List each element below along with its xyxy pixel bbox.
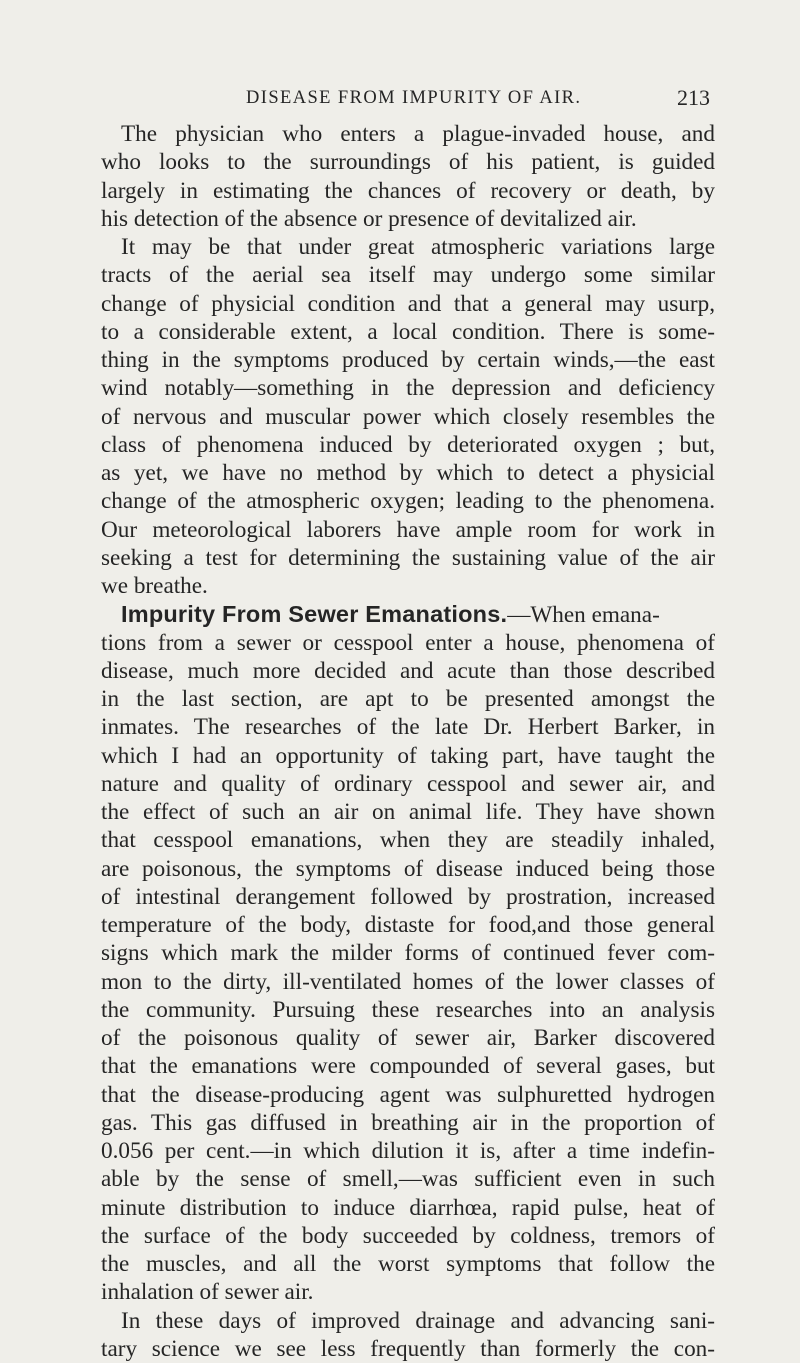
- paragraph-atmospheric-variations: [101, 233, 715, 600]
- text-line: The physician who enters a plague-invaded house, and: [101, 120, 715, 148]
- text-line: who looks to the surroundings of his patient, is guided: [101, 148, 715, 176]
- paragraph-sewer-emanations: [101, 600, 715, 1306]
- text-line: as yet, we have no method by which to detect a physicial: [101, 459, 715, 487]
- text-run: —When emana-: [507, 602, 660, 628]
- text-line: inhalation of sewer air.: [101, 1278, 715, 1306]
- text-line: the surface of the body succeeded by coldness, tremors of: [101, 1222, 715, 1250]
- text-line: class of phenomena induced by deteriorated oxygen ; but,: [101, 431, 715, 459]
- body-text: [101, 120, 715, 1363]
- text-line: tary science we see less frequently than formerly the con-: [101, 1335, 715, 1363]
- paragraph-improved-drainage: [101, 1307, 715, 1363]
- text-line: disease, much more decided and acute than those described: [101, 657, 715, 685]
- text-line: the muscles, and all the worst symptoms that follow the: [101, 1250, 715, 1278]
- text-line: Our meteorological laborers have ample room for work in: [101, 516, 715, 544]
- text-line: gas. This gas diffused in breathing air in the proportion of: [101, 1109, 715, 1137]
- text-line: 0.056 per cent.—in which dilution it is, after a time indefin-: [101, 1137, 715, 1165]
- text-line: in the last section, are apt to be presented amongst the: [101, 685, 715, 713]
- text-line: wind notably—something in the depression and deficiency: [101, 374, 715, 402]
- page-number: 213: [677, 84, 710, 112]
- text-line: of nervous and muscular power which closely resembles the: [101, 403, 715, 431]
- text-line: which I had an opportunity of taking part, have taught the: [101, 742, 715, 770]
- text-line: It may be that under great atmospheric variations large: [101, 233, 715, 261]
- text-line: tracts of the aerial sea itself may undergo some similar: [101, 261, 715, 289]
- text-line: the community. Pursuing these researches into an analysis: [101, 996, 715, 1024]
- text-line: to a considerable extent, a local condition. There is some-: [101, 318, 715, 346]
- text-line: that cesspool emanations, when they are steadily inhaled,: [101, 826, 715, 854]
- text-line: nature and quality of ordinary cesspool and sewer air, and: [101, 770, 715, 798]
- text-line: tions from a sewer or cesspool enter a house, phenomena of: [101, 629, 715, 657]
- text-line: largely in estimating the chances of recovery or death, by: [101, 177, 715, 205]
- text-line: that the disease-producing agent was sulphuretted hydrogen: [101, 1081, 715, 1109]
- text-line: seeking a test for determining the sustaining value of the air: [101, 544, 715, 572]
- text-line: able by the sense of smell,—was sufficient even in such: [101, 1165, 715, 1193]
- text-line: In these days of improved drainage and advancing sani-: [101, 1307, 715, 1335]
- paragraph-plague-house: [101, 120, 715, 233]
- text-line: change of the atmospheric oxygen; leading to the phenomena.: [101, 487, 715, 515]
- running-head: [100, 84, 710, 112]
- text-line: his detection of the absence or presence of devitalized air.: [101, 205, 715, 233]
- section-heading-line: [101, 600, 715, 628]
- text-line: inmates. The researches of the late Dr. Herbert Barker, in: [101, 713, 715, 741]
- text-line: signs which mark the milder forms of continued fever com-: [101, 939, 715, 967]
- section-heading: Impurity From Sewer Emanations.: [121, 601, 507, 627]
- text-line: mon to the dirty, ill-ventilated homes of the lower classes of: [101, 968, 715, 996]
- text-line: minute distribution to induce diarrhœa, rapid pulse, heat of: [101, 1194, 715, 1222]
- text-line: thing in the symptoms produced by certain winds,—the east: [101, 346, 715, 374]
- text-line: change of physicial condition and that a general may usurp,: [101, 290, 715, 318]
- running-title: DISEASE FROM IMPURITY OF AIR.: [246, 84, 581, 112]
- text-line: that the emanations were compounded of several gases, but: [101, 1052, 715, 1080]
- text-line: we breathe.: [101, 572, 715, 600]
- text-line: are poisonous, the symptoms of disease induced being those: [101, 855, 715, 883]
- text-line: of intestinal derangement followed by prostration, increased: [101, 883, 715, 911]
- text-line: of the poisonous quality of sewer air, Barker discovered: [101, 1024, 715, 1052]
- text-line: the effect of such an air on animal life. They have shown: [101, 798, 715, 826]
- text-line: temperature of the body, distaste for food,and those general: [101, 911, 715, 939]
